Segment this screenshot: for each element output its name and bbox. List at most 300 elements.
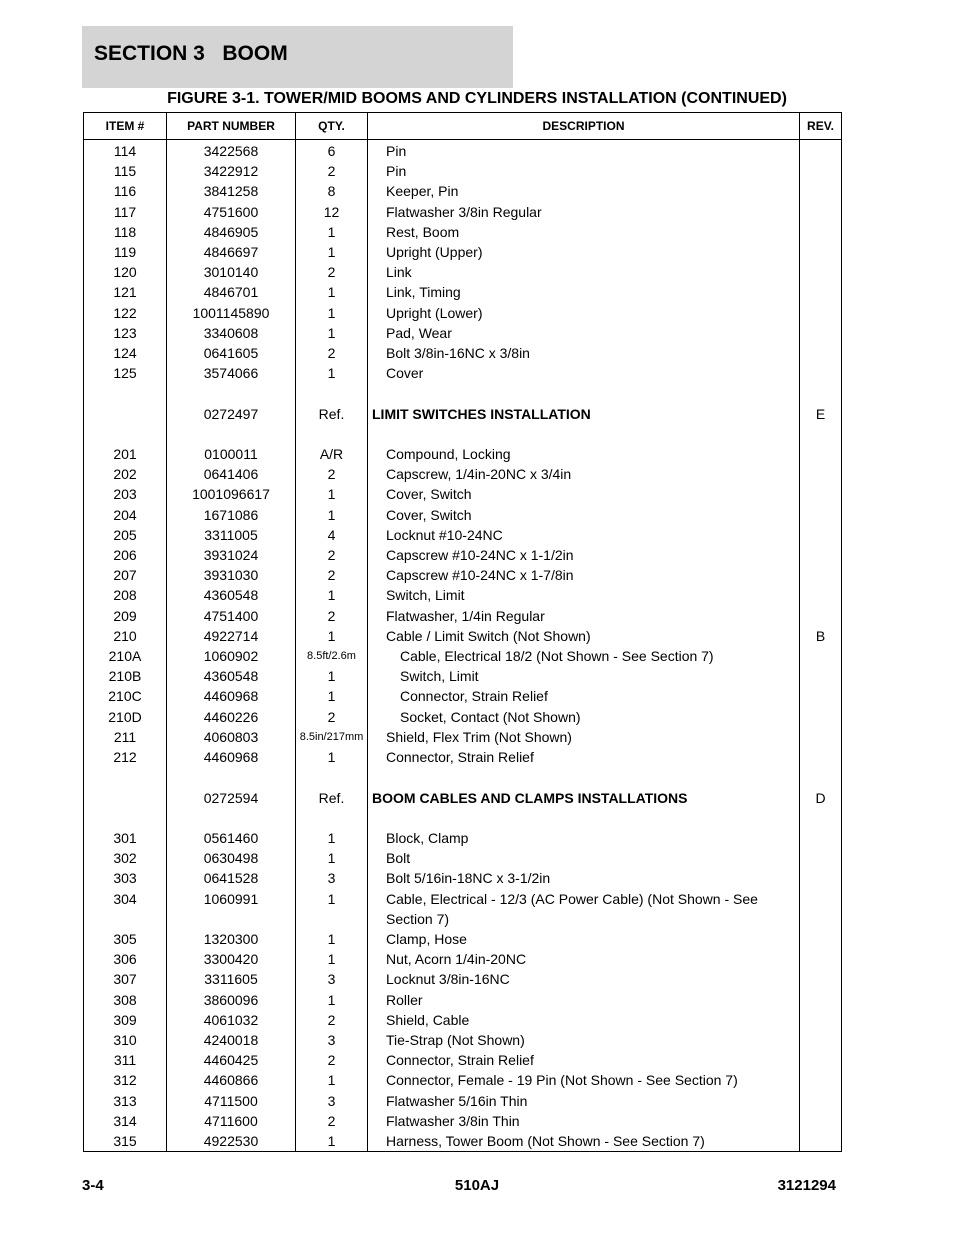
item-number-cell <box>84 383 167 403</box>
rev-cell <box>800 686 842 706</box>
table-row <box>84 1010 842 1030</box>
rev-cell <box>800 444 842 464</box>
item-number-cell: 208 <box>84 585 167 605</box>
item-number-cell: 312 <box>84 1070 167 1090</box>
description-cell: Cover <box>368 363 800 383</box>
table-row <box>84 1111 842 1131</box>
description-cell: Link, Timing <box>368 282 800 302</box>
table-row <box>84 181 842 201</box>
rev-cell <box>800 848 842 868</box>
item-number-cell: 313 <box>84 1091 167 1111</box>
item-number-cell: 121 <box>84 282 167 302</box>
description-cell <box>368 767 800 787</box>
rev-cell <box>800 181 842 201</box>
description-cell: Upright (Lower) <box>368 303 800 323</box>
table-row <box>84 1070 842 1090</box>
description-cell: Pin <box>368 161 800 181</box>
item-number-cell: 118 <box>84 222 167 242</box>
rev-cell <box>800 990 842 1010</box>
table-row <box>84 202 842 222</box>
part-number-cell: 0630498 <box>167 848 296 868</box>
description-cell: Bolt 5/16in-18NC x 3-1/2in <box>368 868 800 888</box>
description-cell: Tie-Strap (Not Shown) <box>368 1030 800 1050</box>
rev-cell <box>800 202 842 222</box>
rev-cell <box>800 222 842 242</box>
rev-cell <box>800 242 842 262</box>
rev-cell <box>800 363 842 383</box>
item-number-cell: 210C <box>84 686 167 706</box>
qty-cell: 1 <box>296 505 368 525</box>
qty-cell: A/R <box>296 444 368 464</box>
description-cell: Socket, Contact (Not Shown) <box>368 707 800 727</box>
table-row <box>84 303 842 323</box>
item-number-cell: 306 <box>84 949 167 969</box>
rev-cell <box>800 262 842 282</box>
qty-cell: 2 <box>296 707 368 727</box>
qty-cell: 2 <box>296 1111 368 1131</box>
table-header-row <box>84 113 842 140</box>
part-number-cell: 4711600 <box>167 1111 296 1131</box>
table-row <box>84 707 842 727</box>
qty-cell: 2 <box>296 1010 368 1030</box>
item-number-cell: 311 <box>84 1050 167 1070</box>
qty-cell: 1 <box>296 222 368 242</box>
description-cell: Locknut #10-24NC <box>368 525 800 545</box>
part-number-cell: 4061032 <box>167 1010 296 1030</box>
part-number-cell: 4846697 <box>167 242 296 262</box>
qty-cell: 1 <box>296 282 368 302</box>
item-number-cell: 120 <box>84 262 167 282</box>
description-cell: Rest, Boom <box>368 222 800 242</box>
description-cell: Bolt <box>368 848 800 868</box>
item-number-cell: 114 <box>84 140 167 162</box>
description-cell: Switch, Limit <box>368 585 800 605</box>
table-row <box>84 161 842 181</box>
part-number-cell: 1060991 <box>167 889 296 929</box>
table-row <box>84 505 842 525</box>
qty-cell: 2 <box>296 161 368 181</box>
table-row <box>84 343 842 363</box>
part-number-cell: 4751600 <box>167 202 296 222</box>
column-header-qty: QTY. <box>296 113 368 140</box>
parts-table <box>83 112 842 1152</box>
part-number-cell: 4922714 <box>167 626 296 646</box>
qty-cell: 1 <box>296 484 368 504</box>
item-number-cell: 124 <box>84 343 167 363</box>
qty-cell: Ref. <box>296 404 368 424</box>
part-number-cell: 4460968 <box>167 747 296 767</box>
qty-cell: 8.5in/217mm <box>296 727 368 747</box>
table-row <box>84 949 842 969</box>
description-cell: BOOM CABLES AND CLAMPS INSTALLATIONS <box>368 788 800 808</box>
table-row <box>84 868 842 888</box>
table-row <box>84 424 842 444</box>
description-cell: Shield, Flex Trim (Not Shown) <box>368 727 800 747</box>
part-number-cell: 3340608 <box>167 323 296 343</box>
rev-cell <box>800 747 842 767</box>
rev-cell: D <box>800 788 842 808</box>
part-number-cell: 1001145890 <box>167 303 296 323</box>
description-cell: Locknut 3/8in-16NC <box>368 969 800 989</box>
qty-cell: 3 <box>296 969 368 989</box>
part-number-cell: 4460425 <box>167 1050 296 1070</box>
rev-cell: B <box>800 626 842 646</box>
item-number-cell: 125 <box>84 363 167 383</box>
rev-cell <box>800 505 842 525</box>
table-row <box>84 242 842 262</box>
qty-cell: 1 <box>296 848 368 868</box>
qty-cell: 2 <box>296 606 368 626</box>
table-row <box>84 808 842 828</box>
table-row <box>84 646 842 666</box>
item-number-cell: 205 <box>84 525 167 545</box>
table-row <box>84 545 842 565</box>
description-cell: Roller <box>368 990 800 1010</box>
description-cell: Connector, Strain Relief <box>368 1050 800 1070</box>
column-header-item: ITEM # <box>84 113 167 140</box>
rev-cell <box>800 343 842 363</box>
table-row <box>84 565 842 585</box>
description-cell: Link <box>368 262 800 282</box>
qty-cell <box>296 383 368 403</box>
table-row <box>84 788 842 808</box>
rev-cell: E <box>800 404 842 424</box>
table-row <box>84 140 842 162</box>
part-number-cell <box>167 767 296 787</box>
model-number: 510AJ <box>454 1177 500 1194</box>
description-cell: Shield, Cable <box>368 1010 800 1030</box>
rev-cell <box>800 889 842 929</box>
page-number: 3-4 <box>82 1177 104 1194</box>
description-cell: Upright (Upper) <box>368 242 800 262</box>
item-number-cell: 204 <box>84 505 167 525</box>
rev-cell <box>800 949 842 969</box>
description-cell: Flatwasher 3/8in Regular <box>368 202 800 222</box>
qty-cell: 3 <box>296 1091 368 1111</box>
table-row <box>84 484 842 504</box>
rev-cell <box>800 140 842 162</box>
item-number-cell: 305 <box>84 929 167 949</box>
item-number-cell: 201 <box>84 444 167 464</box>
item-number-cell: 302 <box>84 848 167 868</box>
part-number-cell: 0641528 <box>167 868 296 888</box>
item-number-cell: 207 <box>84 565 167 585</box>
qty-cell: 1 <box>296 303 368 323</box>
description-cell: Cover, Switch <box>368 505 800 525</box>
part-number-cell: 3841258 <box>167 181 296 201</box>
table-row <box>84 848 842 868</box>
qty-cell: 1 <box>296 686 368 706</box>
table-row <box>84 606 842 626</box>
rev-cell <box>800 929 842 949</box>
rev-cell <box>800 808 842 828</box>
item-number-cell: 301 <box>84 828 167 848</box>
rev-cell <box>800 282 842 302</box>
table-row <box>84 444 842 464</box>
part-number-cell: 4360548 <box>167 666 296 686</box>
part-number-cell: 3860096 <box>167 990 296 1010</box>
table-row <box>84 969 842 989</box>
item-number-cell: 211 <box>84 727 167 747</box>
part-number-cell: 0641605 <box>167 343 296 363</box>
description-cell: Capscrew #10-24NC x 1-7/8in <box>368 565 800 585</box>
table-row <box>84 889 842 929</box>
item-number-cell: 210B <box>84 666 167 686</box>
table-row <box>84 464 842 484</box>
part-number-cell: 4460866 <box>167 1070 296 1090</box>
rev-cell <box>800 767 842 787</box>
part-number-cell: 4060803 <box>167 727 296 747</box>
table-row <box>84 1030 842 1050</box>
table-row <box>84 222 842 242</box>
rev-cell <box>800 1131 842 1152</box>
qty-cell: 8 <box>296 181 368 201</box>
rev-cell <box>800 666 842 686</box>
part-number-cell: 1320300 <box>167 929 296 949</box>
item-number-cell: 115 <box>84 161 167 181</box>
table-row <box>84 323 842 343</box>
table-row <box>84 585 842 605</box>
qty-cell <box>296 808 368 828</box>
qty-cell: 1 <box>296 242 368 262</box>
rev-cell <box>800 727 842 747</box>
table-row <box>84 1131 842 1152</box>
column-header-rev: REV. <box>800 113 842 140</box>
part-number-cell: 0272594 <box>167 788 296 808</box>
rev-cell <box>800 1050 842 1070</box>
table-row <box>84 1091 842 1111</box>
item-number-cell <box>84 788 167 808</box>
item-number-cell: 202 <box>84 464 167 484</box>
part-number-cell: 3311605 <box>167 969 296 989</box>
rev-cell <box>800 585 842 605</box>
item-number-cell: 314 <box>84 1111 167 1131</box>
qty-cell: 3 <box>296 868 368 888</box>
qty-cell: 2 <box>296 464 368 484</box>
qty-cell: 2 <box>296 262 368 282</box>
table-row <box>84 626 842 646</box>
part-number-cell: 3931030 <box>167 565 296 585</box>
table-row <box>84 990 842 1010</box>
qty-cell: 1 <box>296 1070 368 1090</box>
description-cell: Nut, Acorn 1/4in-20NC <box>368 949 800 969</box>
rev-cell <box>800 484 842 504</box>
rev-cell <box>800 1111 842 1131</box>
qty-cell: 2 <box>296 565 368 585</box>
rev-cell <box>800 828 842 848</box>
description-cell: Connector, Strain Relief <box>368 747 800 767</box>
description-cell: Block, Clamp <box>368 828 800 848</box>
item-number-cell: 117 <box>84 202 167 222</box>
part-number-cell: 0272497 <box>167 404 296 424</box>
qty-cell: 12 <box>296 202 368 222</box>
rev-cell <box>800 525 842 545</box>
description-cell: Cable, Electrical - 12/3 (AC Power Cable) (Not Shown - See Section 7) <box>368 889 800 929</box>
figure-title: FIGURE 3-1. TOWER/MID BOOMS AND CYLINDERS INSTALLATION (CONTINUED) <box>167 90 787 107</box>
table-row <box>84 929 842 949</box>
description-cell: Cable / Limit Switch (Not Shown) <box>368 626 800 646</box>
description-cell: Cover, Switch <box>368 484 800 504</box>
part-number-cell: 3422912 <box>167 161 296 181</box>
part-number-cell: 0561460 <box>167 828 296 848</box>
qty-cell: 1 <box>296 990 368 1010</box>
part-number-cell: 4846905 <box>167 222 296 242</box>
description-cell: Capscrew #10-24NC x 1-1/2in <box>368 545 800 565</box>
qty-cell: 1 <box>296 626 368 646</box>
part-number-cell: 1060902 <box>167 646 296 666</box>
description-cell: Capscrew, 1/4in-20NC x 3/4in <box>368 464 800 484</box>
item-number-cell: 310 <box>84 1030 167 1050</box>
qty-cell: 1 <box>296 666 368 686</box>
part-number-cell <box>167 808 296 828</box>
description-cell: Flatwasher 3/8in Thin <box>368 1111 800 1131</box>
part-number-cell: 1001096617 <box>167 484 296 504</box>
section-banner <box>82 26 513 88</box>
part-number-cell: 4460968 <box>167 686 296 706</box>
part-number-cell: 1671086 <box>167 505 296 525</box>
description-cell <box>368 424 800 444</box>
table-row <box>84 1050 842 1070</box>
table-row <box>84 383 842 403</box>
rev-cell <box>800 545 842 565</box>
table-row <box>84 404 842 424</box>
qty-cell <box>296 767 368 787</box>
qty-cell: 1 <box>296 323 368 343</box>
part-number-cell: 4240018 <box>167 1030 296 1050</box>
rev-cell <box>800 1091 842 1111</box>
item-number-cell <box>84 424 167 444</box>
table-row <box>84 262 842 282</box>
part-number-cell: 3574066 <box>167 363 296 383</box>
qty-cell: 1 <box>296 747 368 767</box>
qty-cell: 1 <box>296 585 368 605</box>
table-row <box>84 747 842 767</box>
description-cell: Keeper, Pin <box>368 181 800 201</box>
description-cell: Connector, Female - 19 Pin (Not Shown - See Section 7) <box>368 1070 800 1090</box>
qty-cell: 3 <box>296 1030 368 1050</box>
part-number-cell: 3311005 <box>167 525 296 545</box>
rev-cell <box>800 1070 842 1090</box>
qty-cell: 8.5ft/2.6m <box>296 646 368 666</box>
table-row <box>84 525 842 545</box>
qty-cell: 2 <box>296 343 368 363</box>
item-number-cell <box>84 767 167 787</box>
part-number-cell: 4360548 <box>167 585 296 605</box>
qty-cell: Ref. <box>296 788 368 808</box>
description-cell <box>368 383 800 403</box>
description-cell: Flatwasher, 1/4in Regular <box>368 606 800 626</box>
rev-cell <box>800 383 842 403</box>
table-row <box>84 767 842 787</box>
rev-cell <box>800 606 842 626</box>
table-row <box>84 686 842 706</box>
part-number-cell: 3931024 <box>167 545 296 565</box>
table-row <box>84 666 842 686</box>
description-cell: Compound, Locking <box>368 444 800 464</box>
item-number-cell: 122 <box>84 303 167 323</box>
rev-cell <box>800 464 842 484</box>
part-number-cell <box>167 424 296 444</box>
description-cell: Harness, Tower Boom (Not Shown - See Section 7) <box>368 1131 800 1152</box>
qty-cell: 1 <box>296 1131 368 1152</box>
part-number-cell: 3300420 <box>167 949 296 969</box>
description-cell: Clamp, Hose <box>368 929 800 949</box>
item-number-cell: 303 <box>84 868 167 888</box>
item-number-cell: 309 <box>84 1010 167 1030</box>
item-number-cell: 123 <box>84 323 167 343</box>
item-number-cell: 315 <box>84 1131 167 1152</box>
part-number-cell: 0100011 <box>167 444 296 464</box>
rev-cell <box>800 1010 842 1030</box>
item-number-cell: 203 <box>84 484 167 504</box>
description-cell: Pin <box>368 140 800 162</box>
item-number-cell: 209 <box>84 606 167 626</box>
item-number-cell: 212 <box>84 747 167 767</box>
qty-cell: 1 <box>296 889 368 929</box>
section-title: SECTION 3 BOOM <box>94 42 288 65</box>
table-row <box>84 727 842 747</box>
rev-cell <box>800 707 842 727</box>
qty-cell: 1 <box>296 363 368 383</box>
description-cell: LIMIT SWITCHES INSTALLATION <box>368 404 800 424</box>
rev-cell <box>800 969 842 989</box>
qty-cell: 1 <box>296 949 368 969</box>
rev-cell <box>800 1030 842 1050</box>
item-number-cell: 307 <box>84 969 167 989</box>
document-number: 3121294 <box>777 1177 836 1194</box>
item-number-cell <box>84 404 167 424</box>
part-number-cell: 3422568 <box>167 140 296 162</box>
qty-cell: 6 <box>296 140 368 162</box>
item-number-cell: 210 <box>84 626 167 646</box>
part-number-cell <box>167 383 296 403</box>
qty-cell <box>296 424 368 444</box>
item-number-cell: 210A <box>84 646 167 666</box>
part-number-cell: 4846701 <box>167 282 296 302</box>
item-number-cell: 206 <box>84 545 167 565</box>
description-cell <box>368 808 800 828</box>
item-number-cell <box>84 808 167 828</box>
qty-cell: 2 <box>296 1050 368 1070</box>
qty-cell: 1 <box>296 929 368 949</box>
parts-table-body <box>84 140 842 1152</box>
description-cell: Bolt 3/8in-16NC x 3/8in <box>368 343 800 363</box>
part-number-cell: 4922530 <box>167 1131 296 1152</box>
description-cell: Pad, Wear <box>368 323 800 343</box>
item-number-cell: 308 <box>84 990 167 1010</box>
description-cell: Switch, Limit <box>368 666 800 686</box>
qty-cell: 2 <box>296 545 368 565</box>
rev-cell <box>800 323 842 343</box>
rev-cell <box>800 303 842 323</box>
part-number-cell: 4460226 <box>167 707 296 727</box>
description-cell: Flatwasher 5/16in Thin <box>368 1091 800 1111</box>
rev-cell <box>800 565 842 585</box>
column-header-description: DESCRIPTION <box>368 113 800 140</box>
table-row <box>84 828 842 848</box>
item-number-cell: 304 <box>84 889 167 929</box>
rev-cell <box>800 161 842 181</box>
part-number-cell: 0641406 <box>167 464 296 484</box>
item-number-cell: 210D <box>84 707 167 727</box>
part-number-cell: 4751400 <box>167 606 296 626</box>
description-cell: Connector, Strain Relief <box>368 686 800 706</box>
table-row <box>84 363 842 383</box>
description-cell: Cable, Electrical 18/2 (Not Shown - See Section 7) <box>368 646 800 666</box>
table-row <box>84 282 842 302</box>
rev-cell <box>800 868 842 888</box>
item-number-cell: 116 <box>84 181 167 201</box>
